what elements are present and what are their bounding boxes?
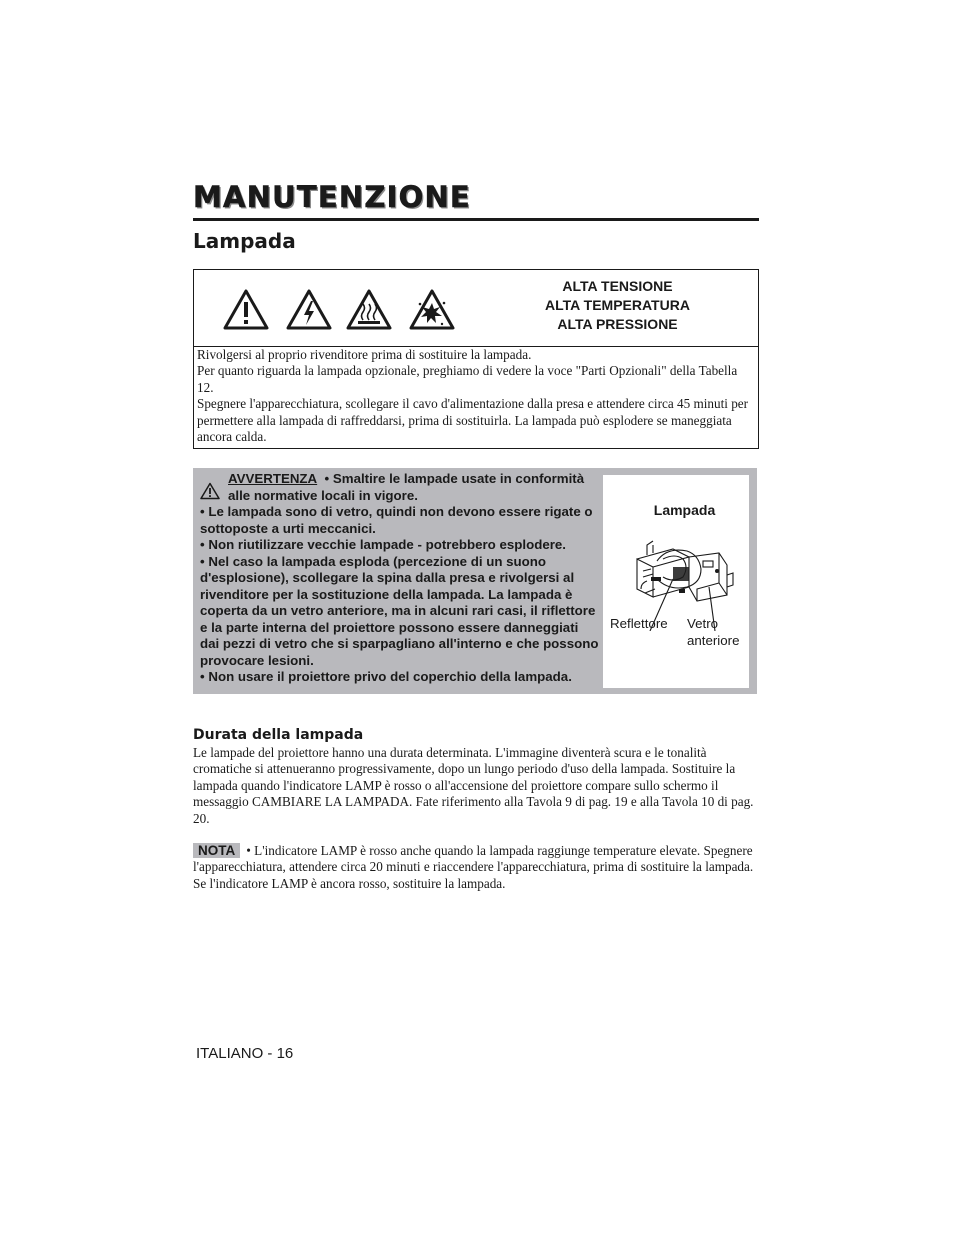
lamp-life-heading: Durata della lampada bbox=[193, 727, 364, 743]
hazard-label: ALTA TENSIONE bbox=[562, 278, 673, 294]
hazard-labels bbox=[510, 277, 725, 334]
lamp-figure bbox=[603, 475, 749, 688]
hazard-paragraph: Spegnere l'apparecchiatura, scollegare il cavo d'alimentazione dalla presa e attendere circa 45 minuti per permettere alla lampada di raffreddarsi, prima di sostituirla. La lampada può esplodere se maneggiata ancora calda. bbox=[197, 396, 749, 445]
note-text: • L'indicatore LAMP è rosso anche quando la lampada raggiunge temperature elevate. Spegnere l'apparecchiatura, attendere circa 20 minuti e riaccendere l'apparecchiatura, prima di sostituire la lampada. Se l'indicatore LAMP è ancora rosso, sostituire la lampada. bbox=[193, 843, 754, 891]
front-glass-label bbox=[687, 616, 739, 649]
warning-item-text: • Smaltire le lampade usate in conformità alle normative locali in vigore. bbox=[228, 471, 585, 503]
warning-item bbox=[200, 471, 600, 504]
lamp-caption: Lampada bbox=[653, 502, 716, 518]
warning-item: • Non riutilizzare vecchie lampade - potrebbero esplodere. bbox=[200, 537, 566, 552]
hazard-label: ALTA PRESSIONE bbox=[557, 316, 678, 332]
warning-label: AVVERTENZA bbox=[228, 471, 318, 486]
warning-panel bbox=[193, 468, 757, 694]
hot-surface-icon bbox=[346, 288, 392, 330]
page-title: MANUTENZIONE bbox=[193, 180, 471, 214]
hazard-box bbox=[193, 269, 759, 449]
warning-icon bbox=[223, 288, 269, 330]
warning-item: • Nel caso la lampada esploda (percezione di un suono d'esplosione), scollegare la spina dalla presa e rivolgersi al rivenditore per la sostituzione della lampada. La lampada è coperta da un vetro anteriore, ma in alcuni rari casi, il riflettore e la parte interna del proiettore possono essere danneggiati dai pezzi di vetro che si sparpagliano all'interno e che possono provocare lesioni. bbox=[200, 553, 599, 668]
reflector-label: Reflettore bbox=[610, 616, 668, 631]
note bbox=[193, 843, 759, 892]
front-glass-label-line: Vetro bbox=[687, 616, 719, 631]
warning-item: • Non usare il proiettore privo del coperchio della lampada. bbox=[200, 669, 572, 684]
hazard-header bbox=[194, 270, 758, 347]
lamp-life-text: Le lampade del proiettore hanno una durata determinata. L'immagine diventerà scura e le tonalità cromatiche si attenueranno progressivamente, dopo un lungo periodo d'uso della lampada. Sostituire la lampada quando l'indicatore LAMP è rosso o all'accensione del proiettore compare sullo schermo il messaggio CAMBIARE LA LAMPADA. Fate riferimento alla Tavola 9 di pag. 19 e alla Tavola 10 di pag. 20. bbox=[193, 745, 754, 826]
warning-text bbox=[200, 471, 600, 686]
note-badge: NOTA bbox=[193, 843, 240, 858]
warning-item: • Le lampada sono di vetro, quindi non devono essere rigate o sottoposte a urti meccanici. bbox=[200, 504, 593, 536]
explosion-icon bbox=[409, 288, 455, 330]
page-footer: ITALIANO - 16 bbox=[196, 1045, 294, 1062]
title-divider bbox=[193, 218, 759, 221]
section-title: Lampada bbox=[193, 229, 296, 253]
hazard-label: ALTA TEMPERATURA bbox=[545, 297, 690, 313]
hazard-paragraph: Rivolgersi al proprio rivenditore prima di sostituire la lampada. bbox=[197, 347, 532, 362]
hazard-instructions bbox=[197, 347, 755, 445]
hazard-paragraph: Per quanto riguarda la lampada opzionale, preghiamo di vedere la voce "Parti Opzionali" della Tabella 12. bbox=[197, 363, 738, 395]
high-voltage-icon bbox=[286, 288, 332, 330]
front-glass-label-line: anteriore bbox=[687, 632, 740, 648]
